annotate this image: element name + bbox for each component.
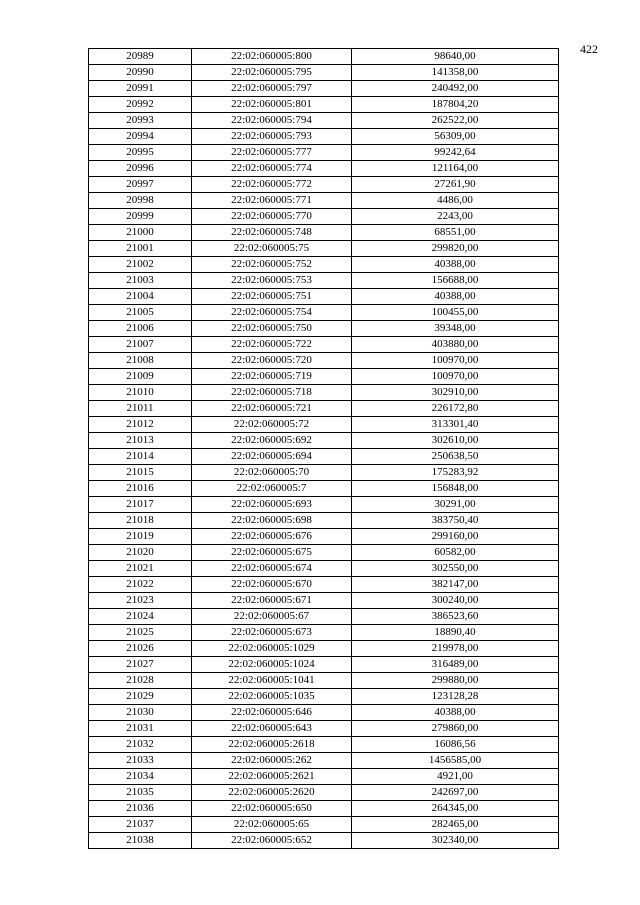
row-number-cell: 20994: [89, 129, 192, 145]
cadastral-value-cell: 121164,00: [352, 161, 559, 177]
page-number: 422: [580, 42, 598, 56]
cadastral-value-cell: 316489,00: [352, 657, 559, 673]
table-row: [89, 145, 559, 161]
cadastral-number-cell: 22:02:060005:800: [192, 49, 352, 65]
row-number-cell: 21021: [89, 561, 192, 577]
cadastral-number-cell: 22:02:060005:801: [192, 97, 352, 113]
table-row: [89, 241, 559, 257]
row-number-cell: 20993: [89, 113, 192, 129]
cadastral-number-cell: 22:02:060005:65: [192, 817, 352, 833]
row-number-cell: 21022: [89, 577, 192, 593]
row-number-cell: 20990: [89, 65, 192, 81]
cadastral-number-cell: 22:02:060005:1041: [192, 673, 352, 689]
cadastral-value-cell: 40388,00: [352, 257, 559, 273]
row-number-cell: 20995: [89, 145, 192, 161]
cadastral-value-cell: 262522,00: [352, 113, 559, 129]
row-number-cell: 21006: [89, 321, 192, 337]
row-number-cell: 21009: [89, 369, 192, 385]
table-row: [89, 289, 559, 305]
cadastral-value-cell: 100970,00: [352, 353, 559, 369]
cadastral-number-cell: 22:02:060005:72: [192, 417, 352, 433]
cadastral-number-cell: 22:02:060005:748: [192, 225, 352, 241]
cadastral-value-cell: 250638,50: [352, 449, 559, 465]
table-row: [89, 801, 559, 817]
cadastral-number-cell: 22:02:060005:671: [192, 593, 352, 609]
row-number-cell: 21007: [89, 337, 192, 353]
row-number-cell: 21014: [89, 449, 192, 465]
cadastral-value-cell: 302550,00: [352, 561, 559, 577]
cadastral-value-cell: 141358,00: [352, 65, 559, 81]
table-row: [89, 609, 559, 625]
cadastral-value-cell: 30291,00: [352, 497, 559, 513]
cadastral-value-cell: 16086,56: [352, 737, 559, 753]
table-row: [89, 225, 559, 241]
table-row: [89, 545, 559, 561]
row-number-cell: 21026: [89, 641, 192, 657]
table-row: [89, 705, 559, 721]
cadastral-value-cell: 403880,00: [352, 337, 559, 353]
row-number-cell: 21025: [89, 625, 192, 641]
cadastral-value-cell: 282465,00: [352, 817, 559, 833]
table-row: [89, 337, 559, 353]
cadastral-number-cell: 22:02:060005:692: [192, 433, 352, 449]
table-row: [89, 817, 559, 833]
row-number-cell: 20991: [89, 81, 192, 97]
table-row: [89, 49, 559, 65]
row-number-cell: 20996: [89, 161, 192, 177]
cadastral-value-cell: 302910,00: [352, 385, 559, 401]
cadastral-number-cell: 22:02:060005:674: [192, 561, 352, 577]
cadastral-value-cell: 39348,00: [352, 321, 559, 337]
cadastral-value-cell: 175283,92: [352, 465, 559, 481]
cadastral-number-cell: 22:02:060005:722: [192, 337, 352, 353]
table-row: [89, 673, 559, 689]
table-row: [89, 529, 559, 545]
table-row: [89, 401, 559, 417]
cadastral-value-cell: 40388,00: [352, 705, 559, 721]
cadastral-number-cell: 22:02:060005:643: [192, 721, 352, 737]
table-row: [89, 385, 559, 401]
row-number-cell: 21008: [89, 353, 192, 369]
cadastral-number-cell: 22:02:060005:670: [192, 577, 352, 593]
cadastral-value-cell: 299880,00: [352, 673, 559, 689]
table-row: [89, 257, 559, 273]
cadastral-value-cell: 100455,00: [352, 305, 559, 321]
table-row: [89, 369, 559, 385]
row-number-cell: 21020: [89, 545, 192, 561]
cadastral-value-cell: 264345,00: [352, 801, 559, 817]
cadastral-value-cell: 2243,00: [352, 209, 559, 225]
row-number-cell: 21002: [89, 257, 192, 273]
table-row: [89, 657, 559, 673]
cadastral-number-cell: 22:02:060005:1024: [192, 657, 352, 673]
cadastral-value-cell: 27261,90: [352, 177, 559, 193]
cadastral-number-cell: 22:02:060005:7: [192, 481, 352, 497]
cadastral-value-cell: 226172,80: [352, 401, 559, 417]
table-row: [89, 689, 559, 705]
cadastral-number-cell: 22:02:060005:646: [192, 705, 352, 721]
row-number-cell: 21035: [89, 785, 192, 801]
table-row: [89, 513, 559, 529]
cadastral-number-cell: 22:02:060005:650: [192, 801, 352, 817]
table-row: [89, 449, 559, 465]
row-number-cell: 21012: [89, 417, 192, 433]
table-row: [89, 97, 559, 113]
cadastral-number-cell: 22:02:060005:675: [192, 545, 352, 561]
cadastral-number-cell: 22:02:060005:67: [192, 609, 352, 625]
row-number-cell: 20992: [89, 97, 192, 113]
cadastral-value-cell: 240492,00: [352, 81, 559, 97]
row-number-cell: 21030: [89, 705, 192, 721]
cadastral-value-cell: 18890,40: [352, 625, 559, 641]
cadastral-number-cell: 22:02:060005:794: [192, 113, 352, 129]
table-row: [89, 209, 559, 225]
cadastral-number-cell: 22:02:060005:694: [192, 449, 352, 465]
cadastral-number-cell: 22:02:060005:750: [192, 321, 352, 337]
row-number-cell: 21031: [89, 721, 192, 737]
row-number-cell: 21010: [89, 385, 192, 401]
table-row: [89, 417, 559, 433]
cadastral-value-cell: 123128,28: [352, 689, 559, 705]
cadastral-value-cell: 60582,00: [352, 545, 559, 561]
table-body: [89, 49, 559, 849]
cadastral-value-cell: 302340,00: [352, 833, 559, 849]
row-number-cell: 21023: [89, 593, 192, 609]
cadastral-number-cell: 22:02:060005:693: [192, 497, 352, 513]
cadastral-number-cell: 22:02:060005:676: [192, 529, 352, 545]
cadastral-value-table: [88, 48, 559, 849]
table-row: [89, 65, 559, 81]
table-row: [89, 577, 559, 593]
cadastral-number-cell: 22:02:060005:673: [192, 625, 352, 641]
table-row: [89, 561, 559, 577]
cadastral-number-cell: 22:02:060005:721: [192, 401, 352, 417]
row-number-cell: 21019: [89, 529, 192, 545]
row-number-cell: 21016: [89, 481, 192, 497]
row-number-cell: 21028: [89, 673, 192, 689]
cadastral-value-cell: 4921,00: [352, 769, 559, 785]
cadastral-value-cell: 383750,40: [352, 513, 559, 529]
table-row: [89, 113, 559, 129]
table-row: [89, 753, 559, 769]
row-number-cell: 21001: [89, 241, 192, 257]
cadastral-number-cell: 22:02:060005:75: [192, 241, 352, 257]
cadastral-number-cell: 22:02:060005:652: [192, 833, 352, 849]
table-row: [89, 721, 559, 737]
cadastral-number-cell: 22:02:060005:795: [192, 65, 352, 81]
table-row: [89, 769, 559, 785]
row-number-cell: 21011: [89, 401, 192, 417]
table-row: [89, 129, 559, 145]
row-number-cell: 21038: [89, 833, 192, 849]
row-number-cell: 21005: [89, 305, 192, 321]
cadastral-number-cell: 22:02:060005:771: [192, 193, 352, 209]
cadastral-number-cell: 22:02:060005:2621: [192, 769, 352, 785]
row-number-cell: 20989: [89, 49, 192, 65]
cadastral-value-cell: 242697,00: [352, 785, 559, 801]
row-number-cell: 21024: [89, 609, 192, 625]
cadastral-value-cell: 1456585,00: [352, 753, 559, 769]
cadastral-number-cell: 22:02:060005:777: [192, 145, 352, 161]
row-number-cell: 21032: [89, 737, 192, 753]
table-row: [89, 273, 559, 289]
cadastral-value-cell: 156688,00: [352, 273, 559, 289]
cadastral-number-cell: 22:02:060005:754: [192, 305, 352, 321]
cadastral-value-cell: 386523,60: [352, 609, 559, 625]
cadastral-number-cell: 22:02:060005:720: [192, 353, 352, 369]
row-number-cell: 20997: [89, 177, 192, 193]
cadastral-value-cell: 302610,00: [352, 433, 559, 449]
table-row: [89, 785, 559, 801]
cadastral-value-cell: 300240,00: [352, 593, 559, 609]
cadastral-value-cell: 99242,64: [352, 145, 559, 161]
cadastral-number-cell: 22:02:060005:262: [192, 753, 352, 769]
row-number-cell: 21036: [89, 801, 192, 817]
table-row: [89, 497, 559, 513]
table-row: [89, 193, 559, 209]
cadastral-value-cell: 219978,00: [352, 641, 559, 657]
table-row: [89, 433, 559, 449]
cadastral-value-cell: 4486,00: [352, 193, 559, 209]
row-number-cell: 20998: [89, 193, 192, 209]
cadastral-number-cell: 22:02:060005:1029: [192, 641, 352, 657]
row-number-cell: 21017: [89, 497, 192, 513]
row-number-cell: 21003: [89, 273, 192, 289]
cadastral-number-cell: 22:02:060005:2620: [192, 785, 352, 801]
cadastral-number-cell: 22:02:060005:770: [192, 209, 352, 225]
cadastral-number-cell: 22:02:060005:698: [192, 513, 352, 529]
cadastral-number-cell: 22:02:060005:774: [192, 161, 352, 177]
row-number-cell: 21037: [89, 817, 192, 833]
row-number-cell: 21029: [89, 689, 192, 705]
row-number-cell: 20999: [89, 209, 192, 225]
table-row: [89, 625, 559, 641]
table-row: [89, 465, 559, 481]
cadastral-value-cell: 279860,00: [352, 721, 559, 737]
cadastral-value-cell: 100970,00: [352, 369, 559, 385]
cadastral-number-cell: 22:02:060005:2618: [192, 737, 352, 753]
cadastral-number-cell: 22:02:060005:772: [192, 177, 352, 193]
cadastral-number-cell: 22:02:060005:751: [192, 289, 352, 305]
table-row: [89, 177, 559, 193]
cadastral-value-cell: 382147,00: [352, 577, 559, 593]
cadastral-value-cell: 313301,40: [352, 417, 559, 433]
cadastral-number-cell: 22:02:060005:718: [192, 385, 352, 401]
table-row: [89, 353, 559, 369]
table-row: [89, 833, 559, 849]
cadastral-value-cell: 299160,00: [352, 529, 559, 545]
table-row: [89, 81, 559, 97]
cadastral-value-cell: 68551,00: [352, 225, 559, 241]
cadastral-value-cell: 56309,00: [352, 129, 559, 145]
cadastral-number-cell: 22:02:060005:1035: [192, 689, 352, 705]
table-row: [89, 641, 559, 657]
cadastral-number-cell: 22:02:060005:719: [192, 369, 352, 385]
cadastral-value-cell: 299820,00: [352, 241, 559, 257]
row-number-cell: 21033: [89, 753, 192, 769]
table-row: [89, 737, 559, 753]
cadastral-number-cell: 22:02:060005:752: [192, 257, 352, 273]
row-number-cell: 21004: [89, 289, 192, 305]
cadastral-value-cell: 98640,00: [352, 49, 559, 65]
row-number-cell: 21015: [89, 465, 192, 481]
cadastral-number-cell: 22:02:060005:70: [192, 465, 352, 481]
row-number-cell: 21034: [89, 769, 192, 785]
row-number-cell: 21000: [89, 225, 192, 241]
table-row: [89, 481, 559, 497]
cadastral-number-cell: 22:02:060005:793: [192, 129, 352, 145]
row-number-cell: 21027: [89, 657, 192, 673]
table-row: [89, 161, 559, 177]
cadastral-number-cell: 22:02:060005:797: [192, 81, 352, 97]
cadastral-value-cell: 187804,20: [352, 97, 559, 113]
table-row: [89, 593, 559, 609]
row-number-cell: 21018: [89, 513, 192, 529]
cadastral-number-cell: 22:02:060005:753: [192, 273, 352, 289]
row-number-cell: 21013: [89, 433, 192, 449]
table-row: [89, 305, 559, 321]
table-row: [89, 321, 559, 337]
cadastral-value-cell: 156848,00: [352, 481, 559, 497]
cadastral-value-cell: 40388,00: [352, 289, 559, 305]
